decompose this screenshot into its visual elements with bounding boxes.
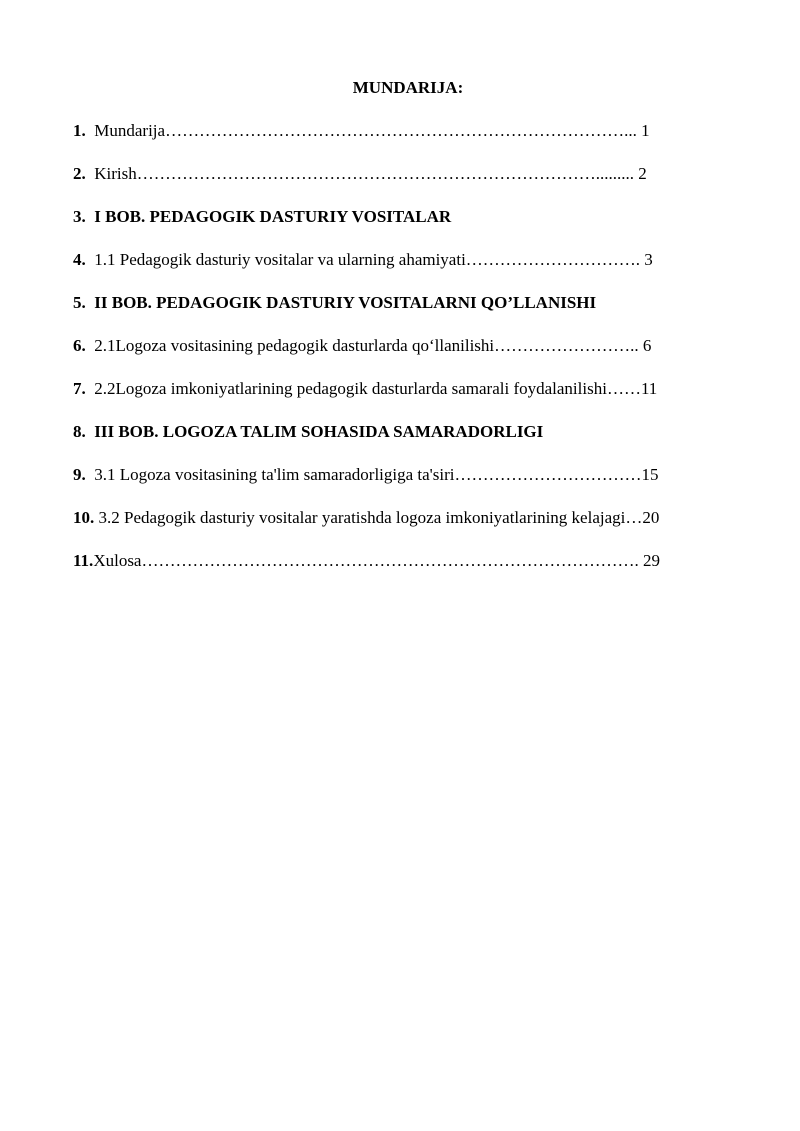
toc-item-text: Xulosa……………………………………………………………………………. 29 — [93, 551, 660, 570]
toc-item-text: Mundarija………………………………………………………………………... 1 — [94, 121, 650, 140]
toc-chapter-heading: I BOB. PEDAGOGIK DASTURIY VOSITALAR — [94, 207, 452, 226]
toc-item-3 — [73, 206, 451, 228]
toc-item-2 — [73, 163, 647, 185]
toc-chapter-heading: II BOB. PEDAGOGIK DASTURIY VOSITALARNI QO’LLANISHI — [94, 293, 597, 312]
toc-item-text: 1.1 Pedagogik dasturiy vositalar va ularning ahamiyati…………………………. 3 — [94, 250, 653, 269]
toc-item-1 — [73, 120, 650, 142]
toc-item-number: 8. — [73, 422, 86, 441]
toc-item-text: 3.2 Pedagogik dasturiy vositalar yaratishda logoza imkoniyatlarining kelajagi…20 — [98, 508, 660, 527]
toc-item-number: 1. — [73, 121, 86, 140]
toc-item-8 — [73, 421, 543, 443]
toc-item-5 — [73, 292, 596, 314]
toc-item-number: 6. — [73, 336, 86, 355]
toc-item-11 — [73, 550, 660, 572]
toc-item-number: 10. — [73, 508, 95, 527]
toc-item-text: Kirish………………………………………………………………………......... 2 — [94, 164, 647, 183]
toc-item-7 — [73, 378, 657, 400]
toc-item-number: 9. — [73, 465, 86, 484]
toc-item-10 — [73, 507, 659, 529]
toc-item-number: 3. — [73, 207, 86, 226]
toc-item-text: 2.1Logoza vositasining pedagogik dasturlarda qo‘llanilishi…………………….. 6 — [94, 336, 652, 355]
toc-item-number: 5. — [73, 293, 86, 312]
toc-item-6 — [73, 335, 651, 357]
toc-chapter-heading: III BOB. LOGOZA TALIM SOHASIDA SAMARADORLIGI — [94, 422, 544, 441]
toc-item-number: 2. — [73, 164, 86, 183]
toc-item-text: 3.1 Logoza vositasining ta'lim samaradorligiga ta'siri……………………………15 — [94, 465, 659, 484]
toc-item-9 — [73, 464, 658, 486]
toc-item-number: 7. — [73, 379, 86, 398]
toc-item-text: 2.2Logoza imkoniyatlarining pedagogik dasturlarda samarali foydalanilishi……11 — [94, 379, 658, 398]
page-title: MUNDARIJA: — [352, 78, 464, 97]
toc-item-number: 4. — [73, 250, 86, 269]
toc-item-4 — [73, 249, 653, 271]
toc-item-number: 11. — [73, 551, 94, 570]
